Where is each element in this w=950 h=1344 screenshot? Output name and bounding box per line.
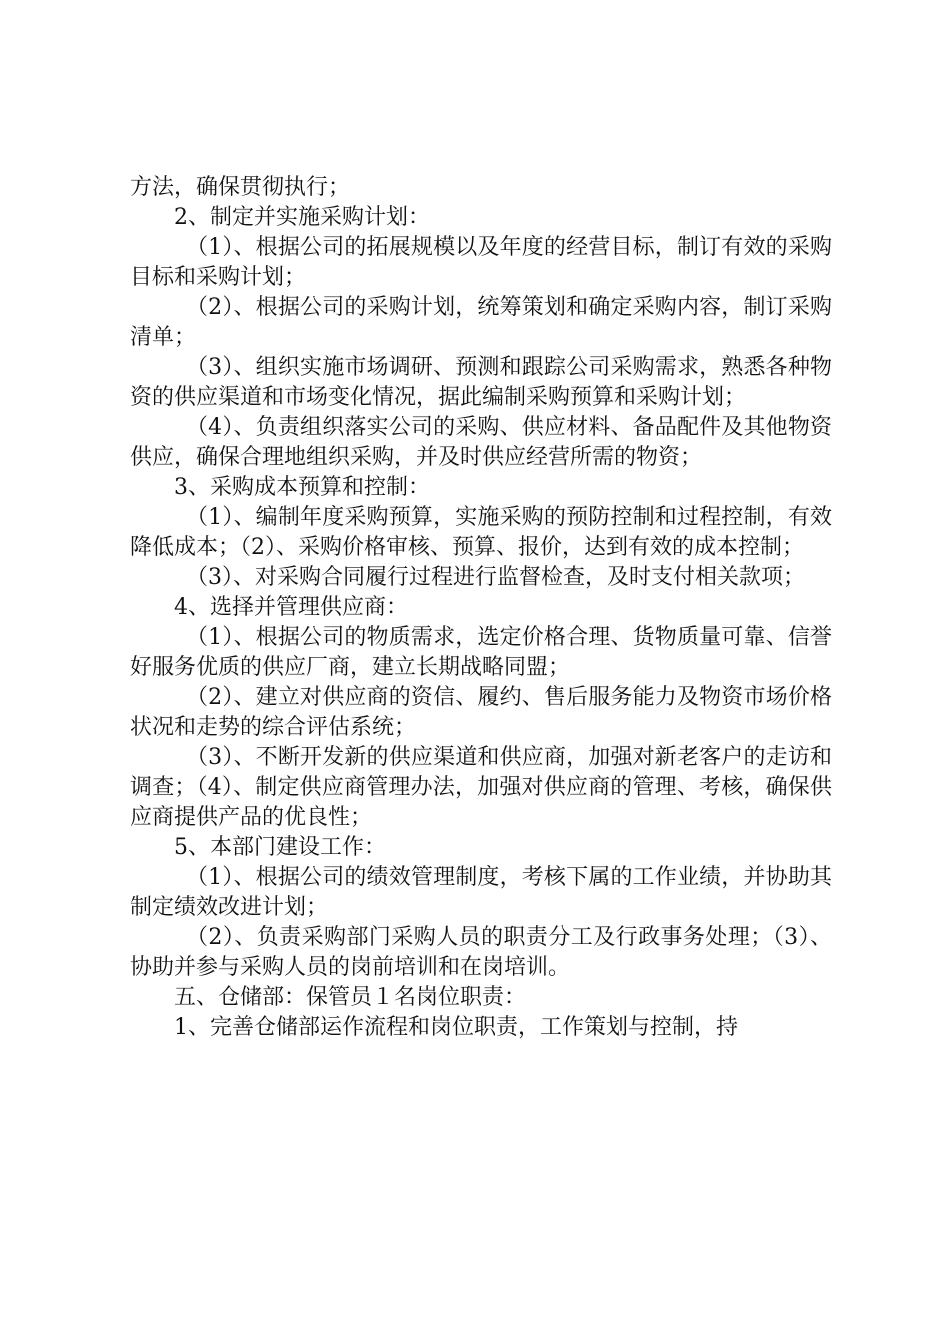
section-heading: 五、仓储部：保管员１名岗位职责：	[174, 985, 527, 1010]
paragraph: 1、完善仓储部运作流程和岗位职责，工作策划与控制，持	[174, 1015, 738, 1040]
paragraph: （2）、负责采购部门采购人员的职责分工及行政事务处理；（3）、协助并参与采购人员的岗前培训和在岗培训。	[130, 925, 832, 980]
paragraph: （3）、对采购合同履行过程进行监督检查，及时支付相关款项；	[186, 565, 805, 590]
section-heading: 5、本部门建设工作：	[174, 835, 386, 860]
paragraph: （3）、组织实施市场调研、预测和跟踪公司采购需求，熟悉各种物资的供应渠道和市场变化情况，据此编制采购预算和采购计划；	[130, 355, 832, 410]
paragraph: （1）、编制年度采购预算，实施采购的预防控制和过程控制，有效降低成本；（2）、采购价格审核、预算、报价，达到有效的成本控制；	[130, 505, 832, 560]
paragraph: （4）、负责组织落实公司的采购、供应材料、备品配件及其他物资供应，确保合理地组织采购，并及时供应经营所需的物资；	[130, 415, 832, 470]
paragraph: （2）、建立对供应商的资信、履约、售后服务能力及物资市场价格状况和走势的综合评估系统；	[130, 685, 832, 740]
paragraph: （2）、根据公司的采购计划，统筹策划和确定采购内容，制订采购清单；	[130, 295, 832, 350]
section-heading: 2、制定并实施采购计划：	[174, 205, 430, 230]
document-body	[130, 173, 832, 1043]
paragraph: 方法，确保贯彻执行；	[130, 175, 351, 200]
section-heading: 3、采购成本预算和控制：	[174, 475, 430, 500]
paragraph: （1）、根据公司的物质需求，选定价格合理、货物质量可靠、信誉好服务优质的供应厂商，建立长期战略同盟；	[130, 625, 832, 680]
paragraph: （1）、根据公司的拓展规模以及年度的经营目标，制订有效的采购目标和采购计划；	[130, 235, 832, 290]
paragraph: （3）、不断开发新的供应渠道和供应商，加强对新老客户的走访和调查；（4）、制定供应商管理办法，加强对供应商的管理、考核，确保供应商提供产品的优良性；	[130, 745, 832, 830]
section-heading: 4、选择并管理供应商：	[174, 595, 408, 620]
paragraph: （1）、根据公司的绩效管理制度，考核下属的工作业绩，并协助其制定绩效改进计划；	[130, 865, 832, 920]
